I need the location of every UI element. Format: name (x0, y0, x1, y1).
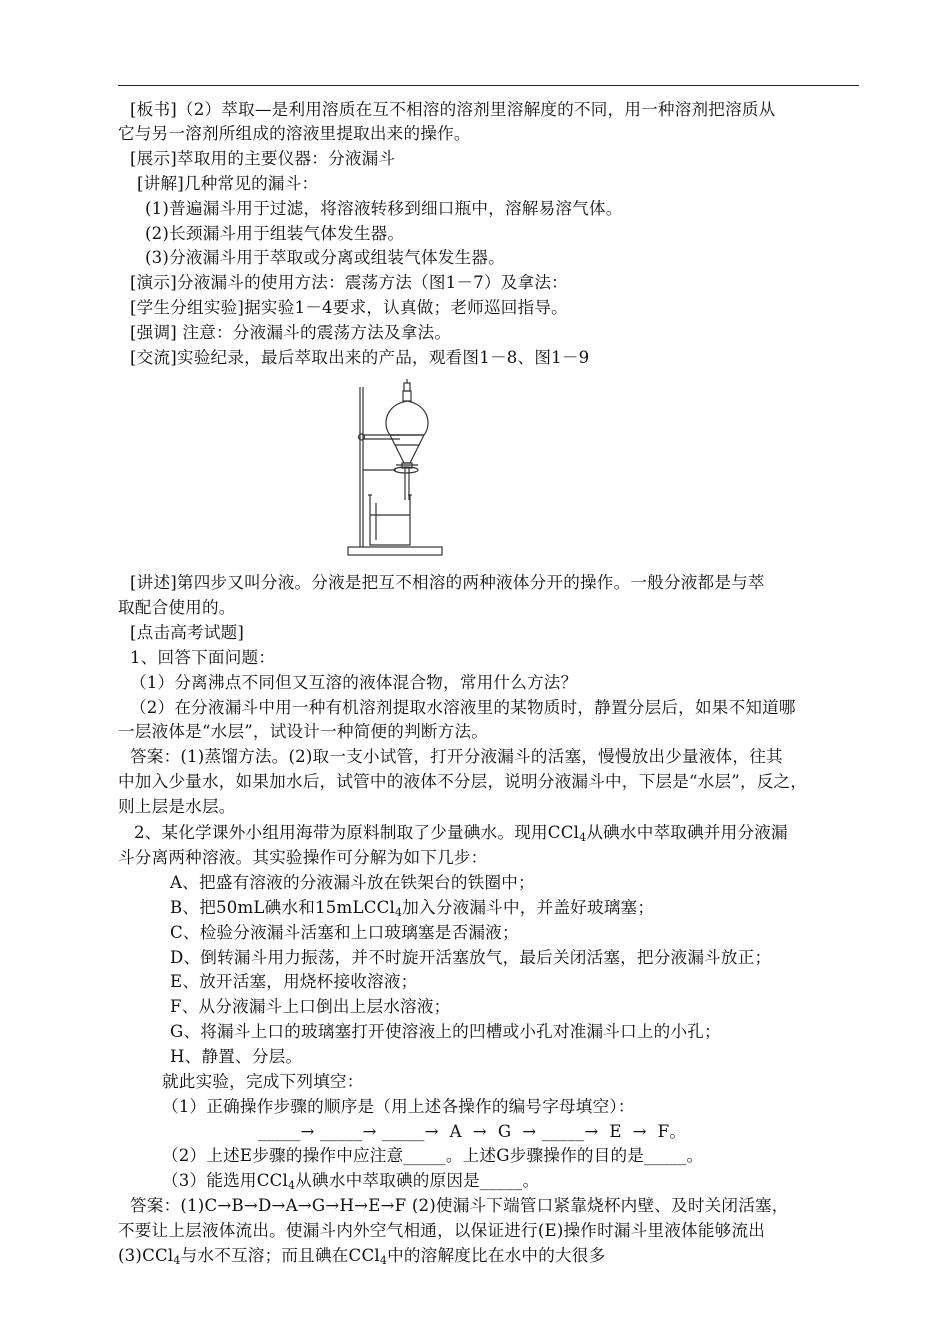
q2-intro-line-2: 斗分离两种溶液。其实验操作可分解为如下几步： (118, 848, 488, 867)
q2-step-e: E、放开活塞，用烧杯接收溶液； (170, 972, 418, 991)
q2-fill-2: （2）上述E步骤的操作中应注意_____。上述G步骤操作的目的是_____。 (162, 1146, 704, 1165)
group-experiment-line: [学生分组实验]据实验1－4要求，认真做；老师巡回指导。 (130, 298, 568, 317)
q2-intro-line-1 (134, 823, 788, 843)
subscript-4: 4 (173, 1254, 181, 1267)
q2-answer-line-3 (118, 1246, 605, 1266)
q2-fill-1: （1）正确操作步骤的顺序是（用上述各操作的编号字母填空）： (162, 1097, 635, 1116)
exchange-line: [交流]实验纪录，最后萃取出来的产品，观看图1－8、图1－9 (130, 348, 590, 367)
q2-answer-3-b: 与水不互溶；而且碘在CCl (180, 1246, 380, 1265)
display-line: [展示]萃取用的主要仪器：分液漏斗 (130, 149, 396, 168)
explain-item-2: (2)长颈漏斗用于组装气体发生器。 (145, 224, 405, 243)
explain-title: [讲解]几种常见的漏斗： (137, 174, 319, 193)
subscript-4: 4 (288, 1179, 296, 1192)
subscript-4: 4 (379, 1254, 388, 1267)
q2-answer-line-2: 不要让上层液体流出。使漏斗内外空气相通，以保证进行(E)操作时漏斗里液体能够流出 (118, 1221, 766, 1240)
q1-title: 1、回答下面问题： (130, 648, 276, 667)
q2-fill-3 (162, 1171, 539, 1191)
narration-line-2: 取配合使用的。 (118, 598, 236, 617)
demo-line: [演示]分液漏斗的使用方法：震荡方法（图1－7）及拿法： (130, 273, 568, 292)
narration-line-1: [讲述]第四步又叫分液。分液是把互不相溶的两种液体分开的操作。一般分液都是与萃 (130, 573, 765, 592)
q2-intro-a: 2、某化学课外小组用海带为原料制取了少量碘水。现用CCl (134, 823, 580, 842)
q2-step-g: G、将漏斗上口的玻璃塞打开使溶液上的凹槽或小孔对准漏斗口上的小孔； (170, 1022, 721, 1041)
q1-part-2-line-1: （2）在分液漏斗中用一种有机溶剂提取水溶液里的某物质时，静置分层后，如果不知道哪 (130, 698, 796, 717)
q1-answer-line-2: 中加入少量水，如果加水后，试管中的液体不分层，说明分液漏斗中，下层是“水层”，反之， (118, 772, 808, 791)
q1-part-1: （1）分离沸点不同但又互溶的液体混合物，常用什么方法？ (130, 673, 578, 692)
q2-answer-line-1: 答案：(1)C→B→D→A→G→H→E→F (2)使漏斗下端管口紧靠烧杯内壁、及时关闭活塞， (130, 1196, 789, 1215)
header-rule (118, 85, 859, 86)
q2-fill-3-b: 从碘水中萃取碘的原因是_____。 (295, 1171, 540, 1190)
explain-item-1: (1)普遍漏斗用于过滤，将溶液转移到细口瓶中，溶解易溶气体。 (145, 199, 623, 218)
q2-answer-3-c: 中的溶解度比在水中的大很多 (387, 1246, 606, 1265)
subscript-4: 4 (395, 906, 403, 919)
exam-header: [点击高考试题] (130, 623, 245, 642)
q2-step-d: D、倒转漏斗用力振荡，并不时旋开活塞放气，最后关闭活塞，把分液漏斗放正； (170, 948, 772, 967)
emphasis-line: [强调] 注意：分液漏斗的震荡方法及拿法。 (130, 323, 452, 342)
blackboard-line-1: [板书]（2）萃取—是利用溶质在互不相溶的溶剂里溶解度的不同，用一种溶剂把溶质从 (130, 100, 776, 119)
q1-answer-line-1: 答案：(1)蒸馏方法。(2)取一支小试管，打开分液漏斗的活塞，慢慢放出少量液体，往其 (130, 747, 783, 766)
q2-step-h: H、静置、分层。 (170, 1047, 303, 1066)
q2-answer-3-a: (3)CCl (118, 1246, 174, 1265)
q2-fill-1-sequence: _____→ _____→ _____→ A → G → _____→ E → F。 (258, 1122, 687, 1141)
q2-intro-b: 从碘水中萃取碘并用分液漏 (586, 823, 788, 842)
q2-step-c: C、检验分液漏斗活塞和上口玻璃塞是否漏液； (170, 923, 519, 942)
q2-step-f: F、从分液漏斗上口倒出上层水溶液； (170, 997, 451, 1016)
q2-step-b-b: 加入分液漏斗中，并盖好玻璃塞； (402, 898, 655, 917)
explain-item-3: (3)分液漏斗用于萃取或分离或组装气体发生器。 (145, 248, 505, 267)
q2-fill-intro: 就此实验，完成下列填空： (162, 1072, 364, 1091)
q2-fill-3-a: （3）能选用CCl (162, 1171, 289, 1190)
subscript-4: 4 (579, 831, 587, 844)
q1-part-2-line-2: 一层液体是“水层”，试设计一种简便的判断方法。 (118, 722, 489, 741)
q2-step-b (170, 898, 654, 918)
q2-step-b-a: B、把50mL碘水和15mLCCl (170, 898, 396, 917)
q2-step-a: A、把盛有溶液的分液漏斗放在铁架台的铁圈中； (170, 873, 535, 892)
q1-answer-line-3: 则上层是水层。 (118, 797, 236, 816)
blackboard-line-2: 它与另一溶剂所组成的溶液里提取出来的操作。 (118, 124, 471, 143)
separatory-funnel-figure (340, 375, 450, 565)
